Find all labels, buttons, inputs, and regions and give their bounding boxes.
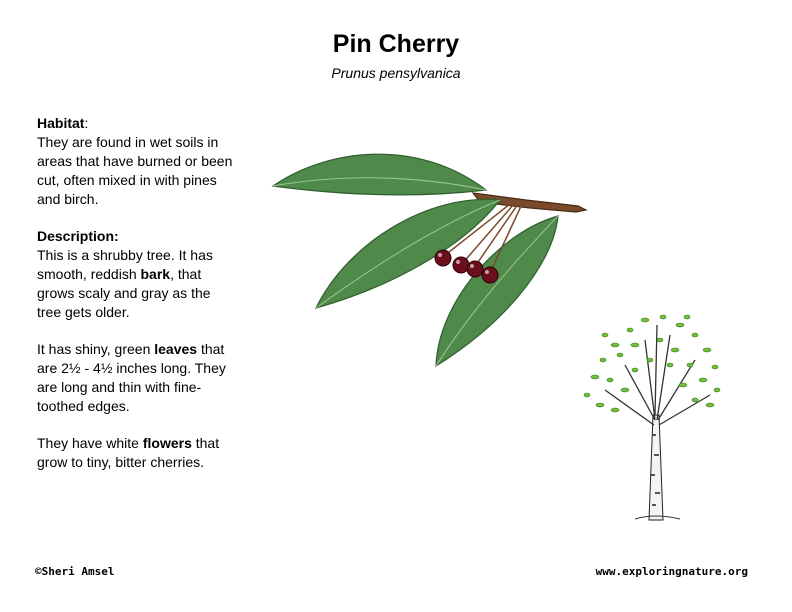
leaf-top bbox=[273, 154, 486, 195]
description-p2-b: that are 2½ - 4½ inches long. They are long and thin with fine-toothed edges. bbox=[37, 341, 226, 414]
description-p3-a: They have white bbox=[37, 435, 143, 451]
bark-bold: bark bbox=[140, 266, 171, 282]
cherry bbox=[482, 267, 498, 283]
description-p3 bbox=[37, 434, 237, 472]
description-p3-b: that grow to tiny, bitter cherries. bbox=[37, 435, 220, 470]
tree-illustration bbox=[575, 305, 730, 525]
website-link[interactable]: www.exploringnature.org bbox=[595, 565, 748, 578]
description-heading: Description: bbox=[37, 228, 119, 244]
description-p1-b: , that grows scaly and gray as the tree gets older. bbox=[37, 266, 211, 320]
description-p1-a: This is a shrubby tree. It has smooth, reddish bbox=[37, 247, 213, 282]
description-p1 bbox=[37, 227, 237, 322]
cherry bbox=[435, 250, 451, 266]
flowers-bold: flowers bbox=[142, 435, 192, 451]
page-title: Pin Cherry bbox=[332, 30, 460, 58]
scientific-name: Prunus pensylvanica bbox=[331, 65, 461, 81]
leaves-bold: leaves bbox=[154, 341, 198, 357]
habitat-colon: : bbox=[84, 115, 89, 131]
cherry bbox=[467, 261, 483, 277]
cherry bbox=[453, 257, 469, 273]
copyright: ©Sheri Amsel bbox=[35, 565, 115, 578]
habitat-section bbox=[37, 114, 237, 209]
description-p2 bbox=[37, 340, 237, 416]
info-text bbox=[37, 114, 237, 490]
description-p2-a: It has shiny, green bbox=[37, 341, 155, 357]
habitat-text: They are found in wet soils in areas that have burned or been cut, often mixed in with pines and birch. bbox=[37, 134, 233, 207]
habitat-heading: Habitat bbox=[37, 115, 85, 131]
cherry-branch-illustration bbox=[268, 138, 593, 373]
